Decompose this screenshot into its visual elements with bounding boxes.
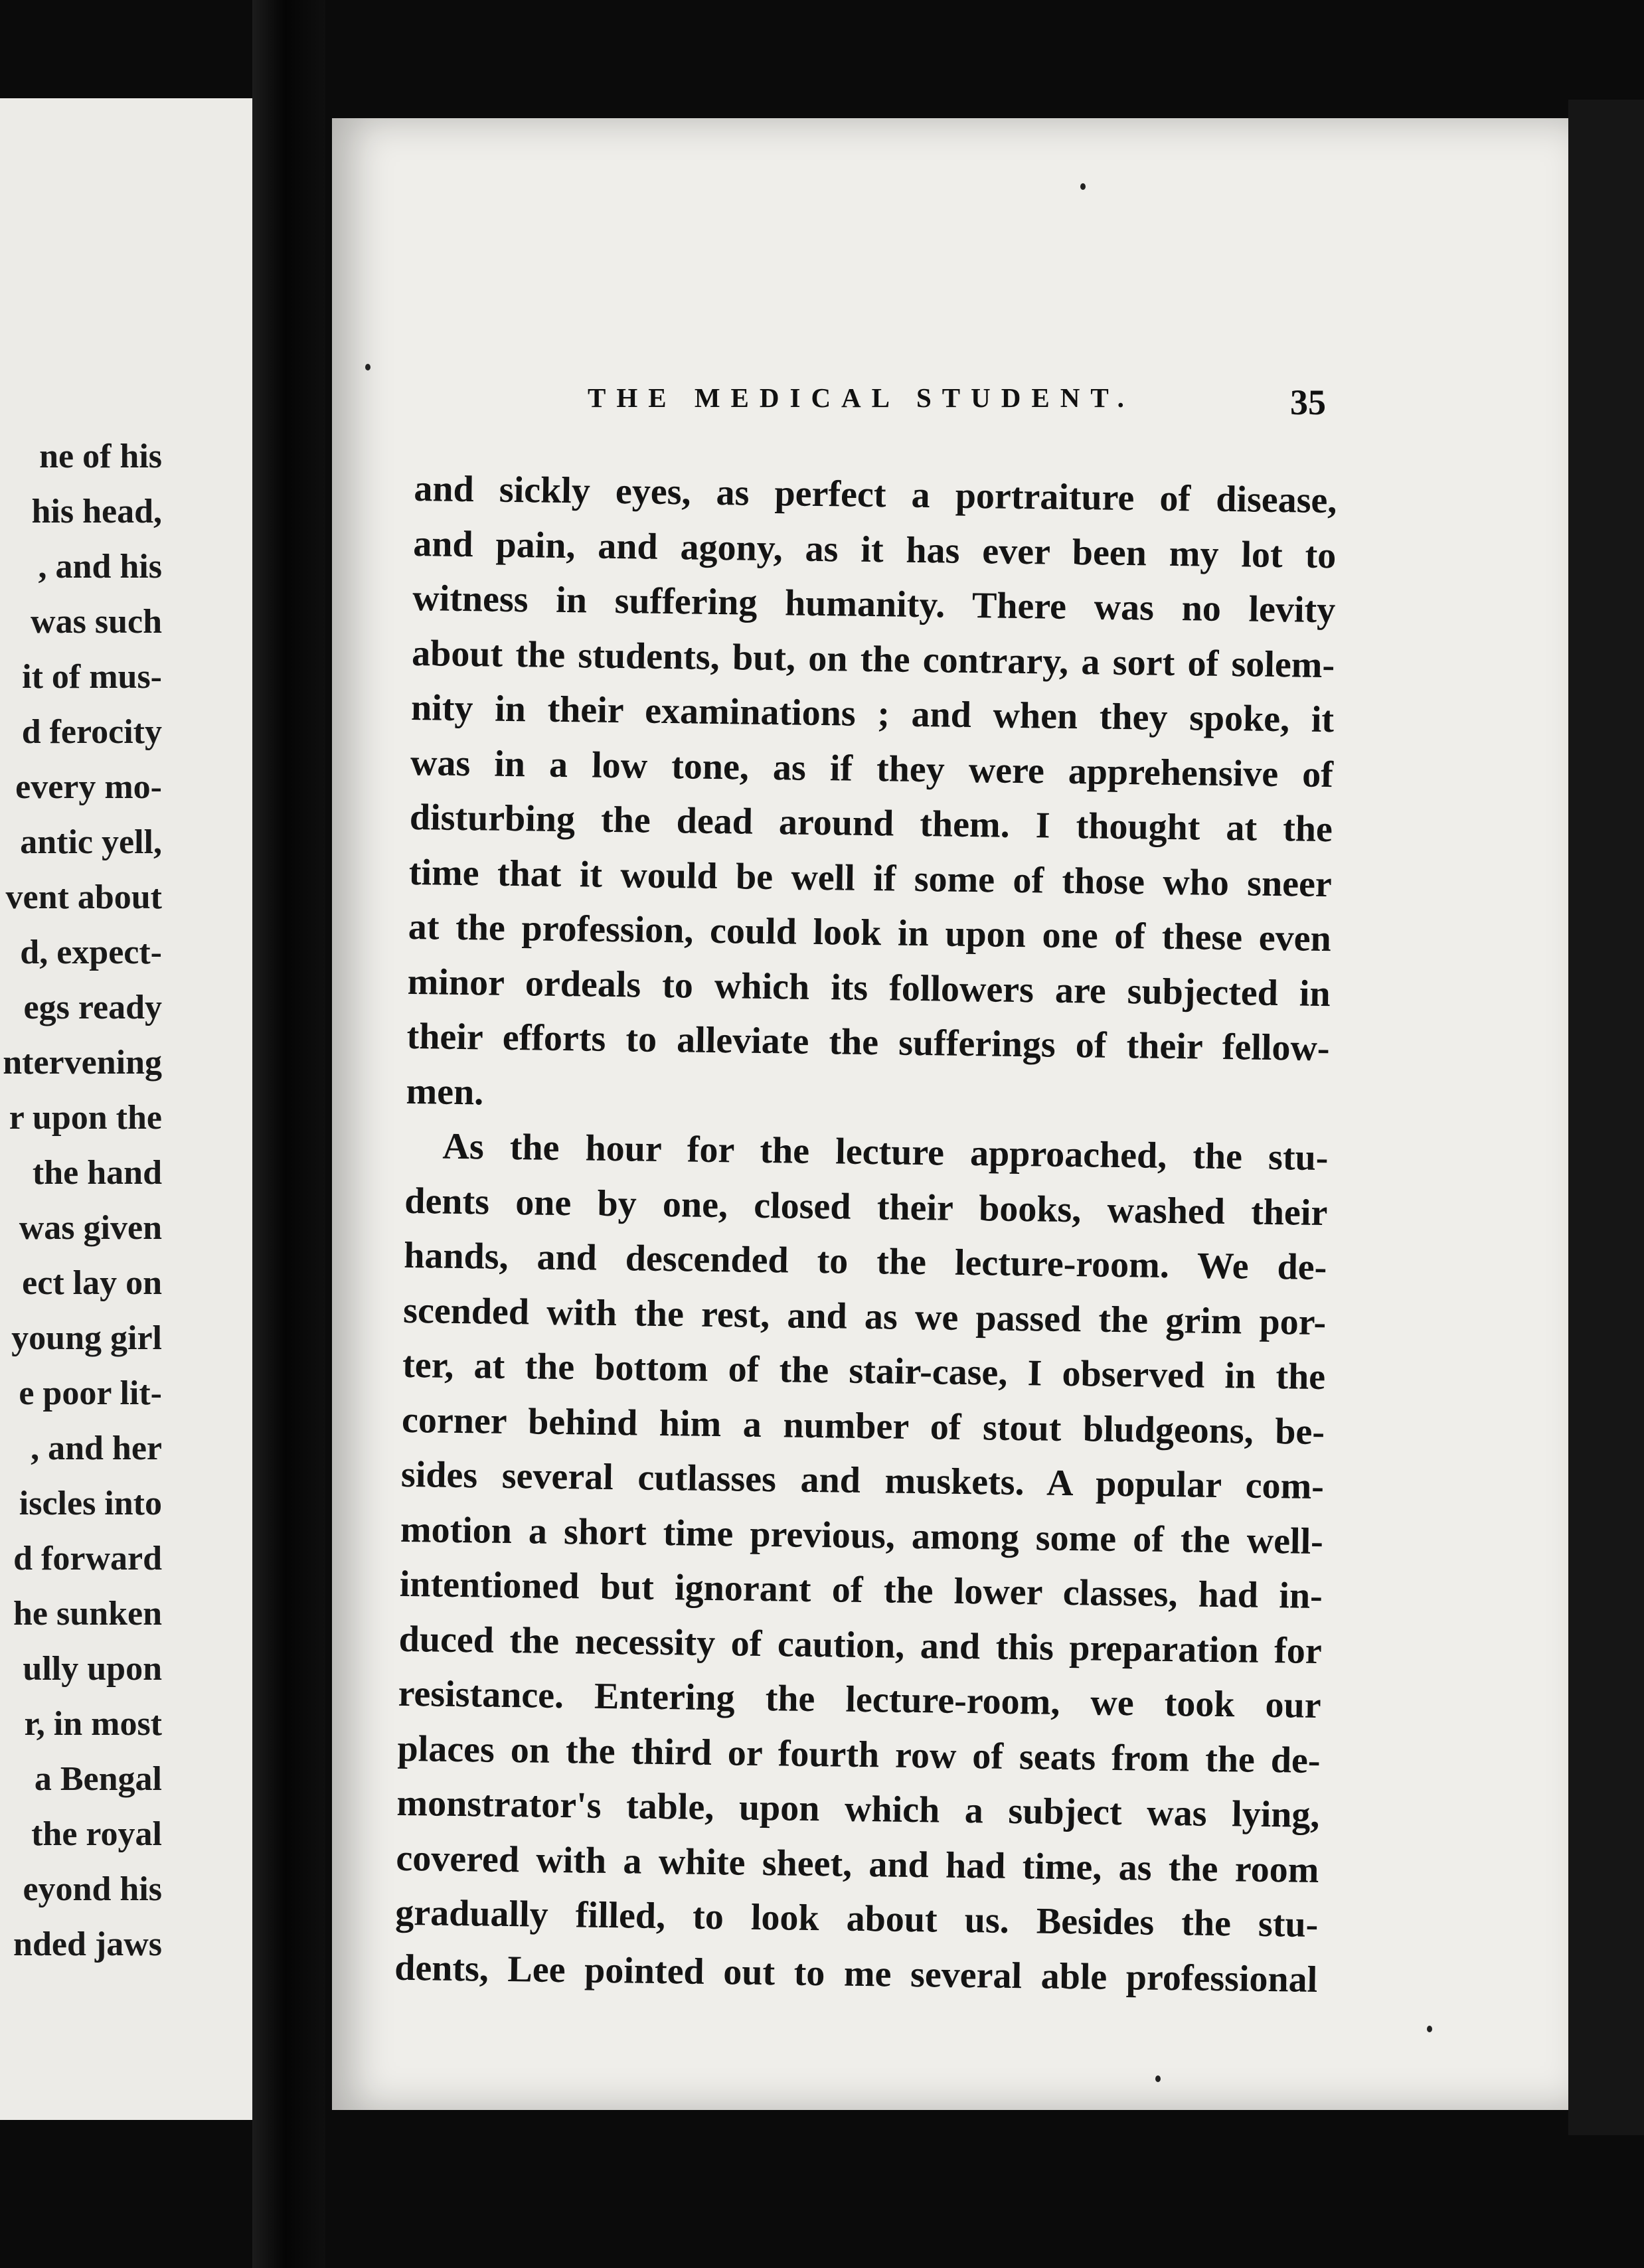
- text-line: their efforts to alleviate the sufferings of their fellow-: [406, 1015, 1330, 1070]
- text-line: gradually filled, to look about us. Besides the stu-: [394, 1892, 1319, 1946]
- ink-speck: [1080, 183, 1086, 190]
- text-line: time that it would be well if some of those who sneer: [408, 851, 1333, 905]
- left-page-line: nded jaws: [13, 1925, 162, 1963]
- left-page-line: was such: [31, 603, 162, 641]
- text-line: scended with the rest, and as we passed the grim por-: [402, 1289, 1327, 1343]
- text-line: covered with a white sheet, and had time, as the room: [396, 1837, 1319, 1891]
- left-page-line: a Bengal: [34, 1760, 162, 1798]
- page-edge-shadow: [1568, 100, 1644, 2135]
- left-page-line: ully upon: [23, 1650, 162, 1688]
- text-line: motion a short time previous, among some of the well-: [400, 1508, 1324, 1562]
- left-page-line: his head,: [31, 493, 162, 530]
- text-line: nity in their examinations ; and when they spoke, it: [410, 687, 1335, 741]
- left-page-line: it of mus-: [22, 658, 162, 696]
- left-page-line: iscles into: [19, 1485, 162, 1522]
- left-page-line: d forward: [13, 1540, 162, 1578]
- text-line: dents one by one, closed their books, washed their: [404, 1180, 1328, 1234]
- left-page-line: , and his: [38, 548, 162, 586]
- text-line: minor ordeals to which its followers are subjected in: [407, 961, 1331, 1014]
- text-line: witness in suffering humanity. There was no levity: [412, 577, 1336, 631]
- ink-speck: [1155, 2075, 1161, 2082]
- paragraph-first-line: As the hour for the lecture approached, the stu-: [442, 1125, 1329, 1179]
- text-line: resistance. Entering the lecture-room, we took our: [398, 1672, 1321, 1727]
- left-page-line: vent about: [5, 878, 162, 916]
- ink-speck: [1427, 2026, 1432, 2032]
- left-page-line: the hand: [32, 1154, 162, 1192]
- left-page-line: ect lay on: [22, 1264, 162, 1302]
- ink-speck: [365, 364, 370, 370]
- text-line: intentioned but ignorant of the lower classes, had in-: [399, 1563, 1323, 1617]
- page-number: 35: [1290, 382, 1326, 422]
- text-line: was in a low tone, as if they were apprehensive of: [410, 742, 1334, 795]
- book-gutter: [252, 0, 325, 2268]
- left-page-line: every mo-: [15, 768, 162, 806]
- left-page-line: the royal: [31, 1815, 162, 1853]
- text-line: corner behind him a number of stout bludgeons, be-: [401, 1399, 1325, 1453]
- left-page: [0, 98, 252, 2120]
- left-page-line: , and her: [31, 1429, 162, 1467]
- text-line: and sickly eyes, as perfect a portraiture of disease,: [414, 467, 1337, 522]
- left-page-line: e poor lit-: [19, 1374, 162, 1412]
- text-line: places on the third or fourth row of seats from the de-: [397, 1728, 1321, 1781]
- left-page-line: egs ready: [23, 989, 162, 1026]
- text-line: at the profession, could look in upon one of these even: [408, 906, 1332, 960]
- left-page-line: r upon the: [9, 1099, 162, 1137]
- left-page-line: ntervening: [3, 1044, 162, 1082]
- text-line: monstrator's table, upon which a subject was lying,: [396, 1782, 1320, 1836]
- text-line: sides several cutlasses and muskets. A popular com-: [400, 1453, 1325, 1508]
- text-line: men.: [406, 1070, 484, 1113]
- running-header: THE MEDICAL STUDENT.: [588, 382, 1135, 413]
- left-page-line: was given: [19, 1209, 162, 1247]
- left-page-line: he sunken: [13, 1595, 162, 1633]
- left-page-line: antic yell,: [20, 823, 162, 861]
- text-line: dents, Lee pointed out to me several able professional: [394, 1947, 1318, 2000]
- text-line: duced the necessity of caution, and this preparation for: [398, 1618, 1323, 1672]
- body-text: [394, 461, 1337, 2007]
- text-line: disturbing the dead around them. I thought at the: [409, 796, 1333, 850]
- left-page-line: young girl: [11, 1319, 162, 1357]
- left-page-line: ne of his: [39, 438, 162, 475]
- left-page-line: r, in most: [24, 1705, 162, 1743]
- text-line: about the students, but, on the contrary, a sort of solem-: [411, 632, 1335, 686]
- text-line: and pain, and agony, as it has ever been my lot to: [412, 523, 1337, 576]
- text-line: hands, and descended to the lecture-room. We de-: [403, 1234, 1327, 1289]
- left-page-line: d, expect-: [20, 933, 162, 971]
- text-line: ter, at the bottom of the stair-case, I observed in the: [402, 1344, 1326, 1398]
- left-page-line: eyond his: [23, 1870, 162, 1908]
- left-page-line: d ferocity: [21, 713, 162, 751]
